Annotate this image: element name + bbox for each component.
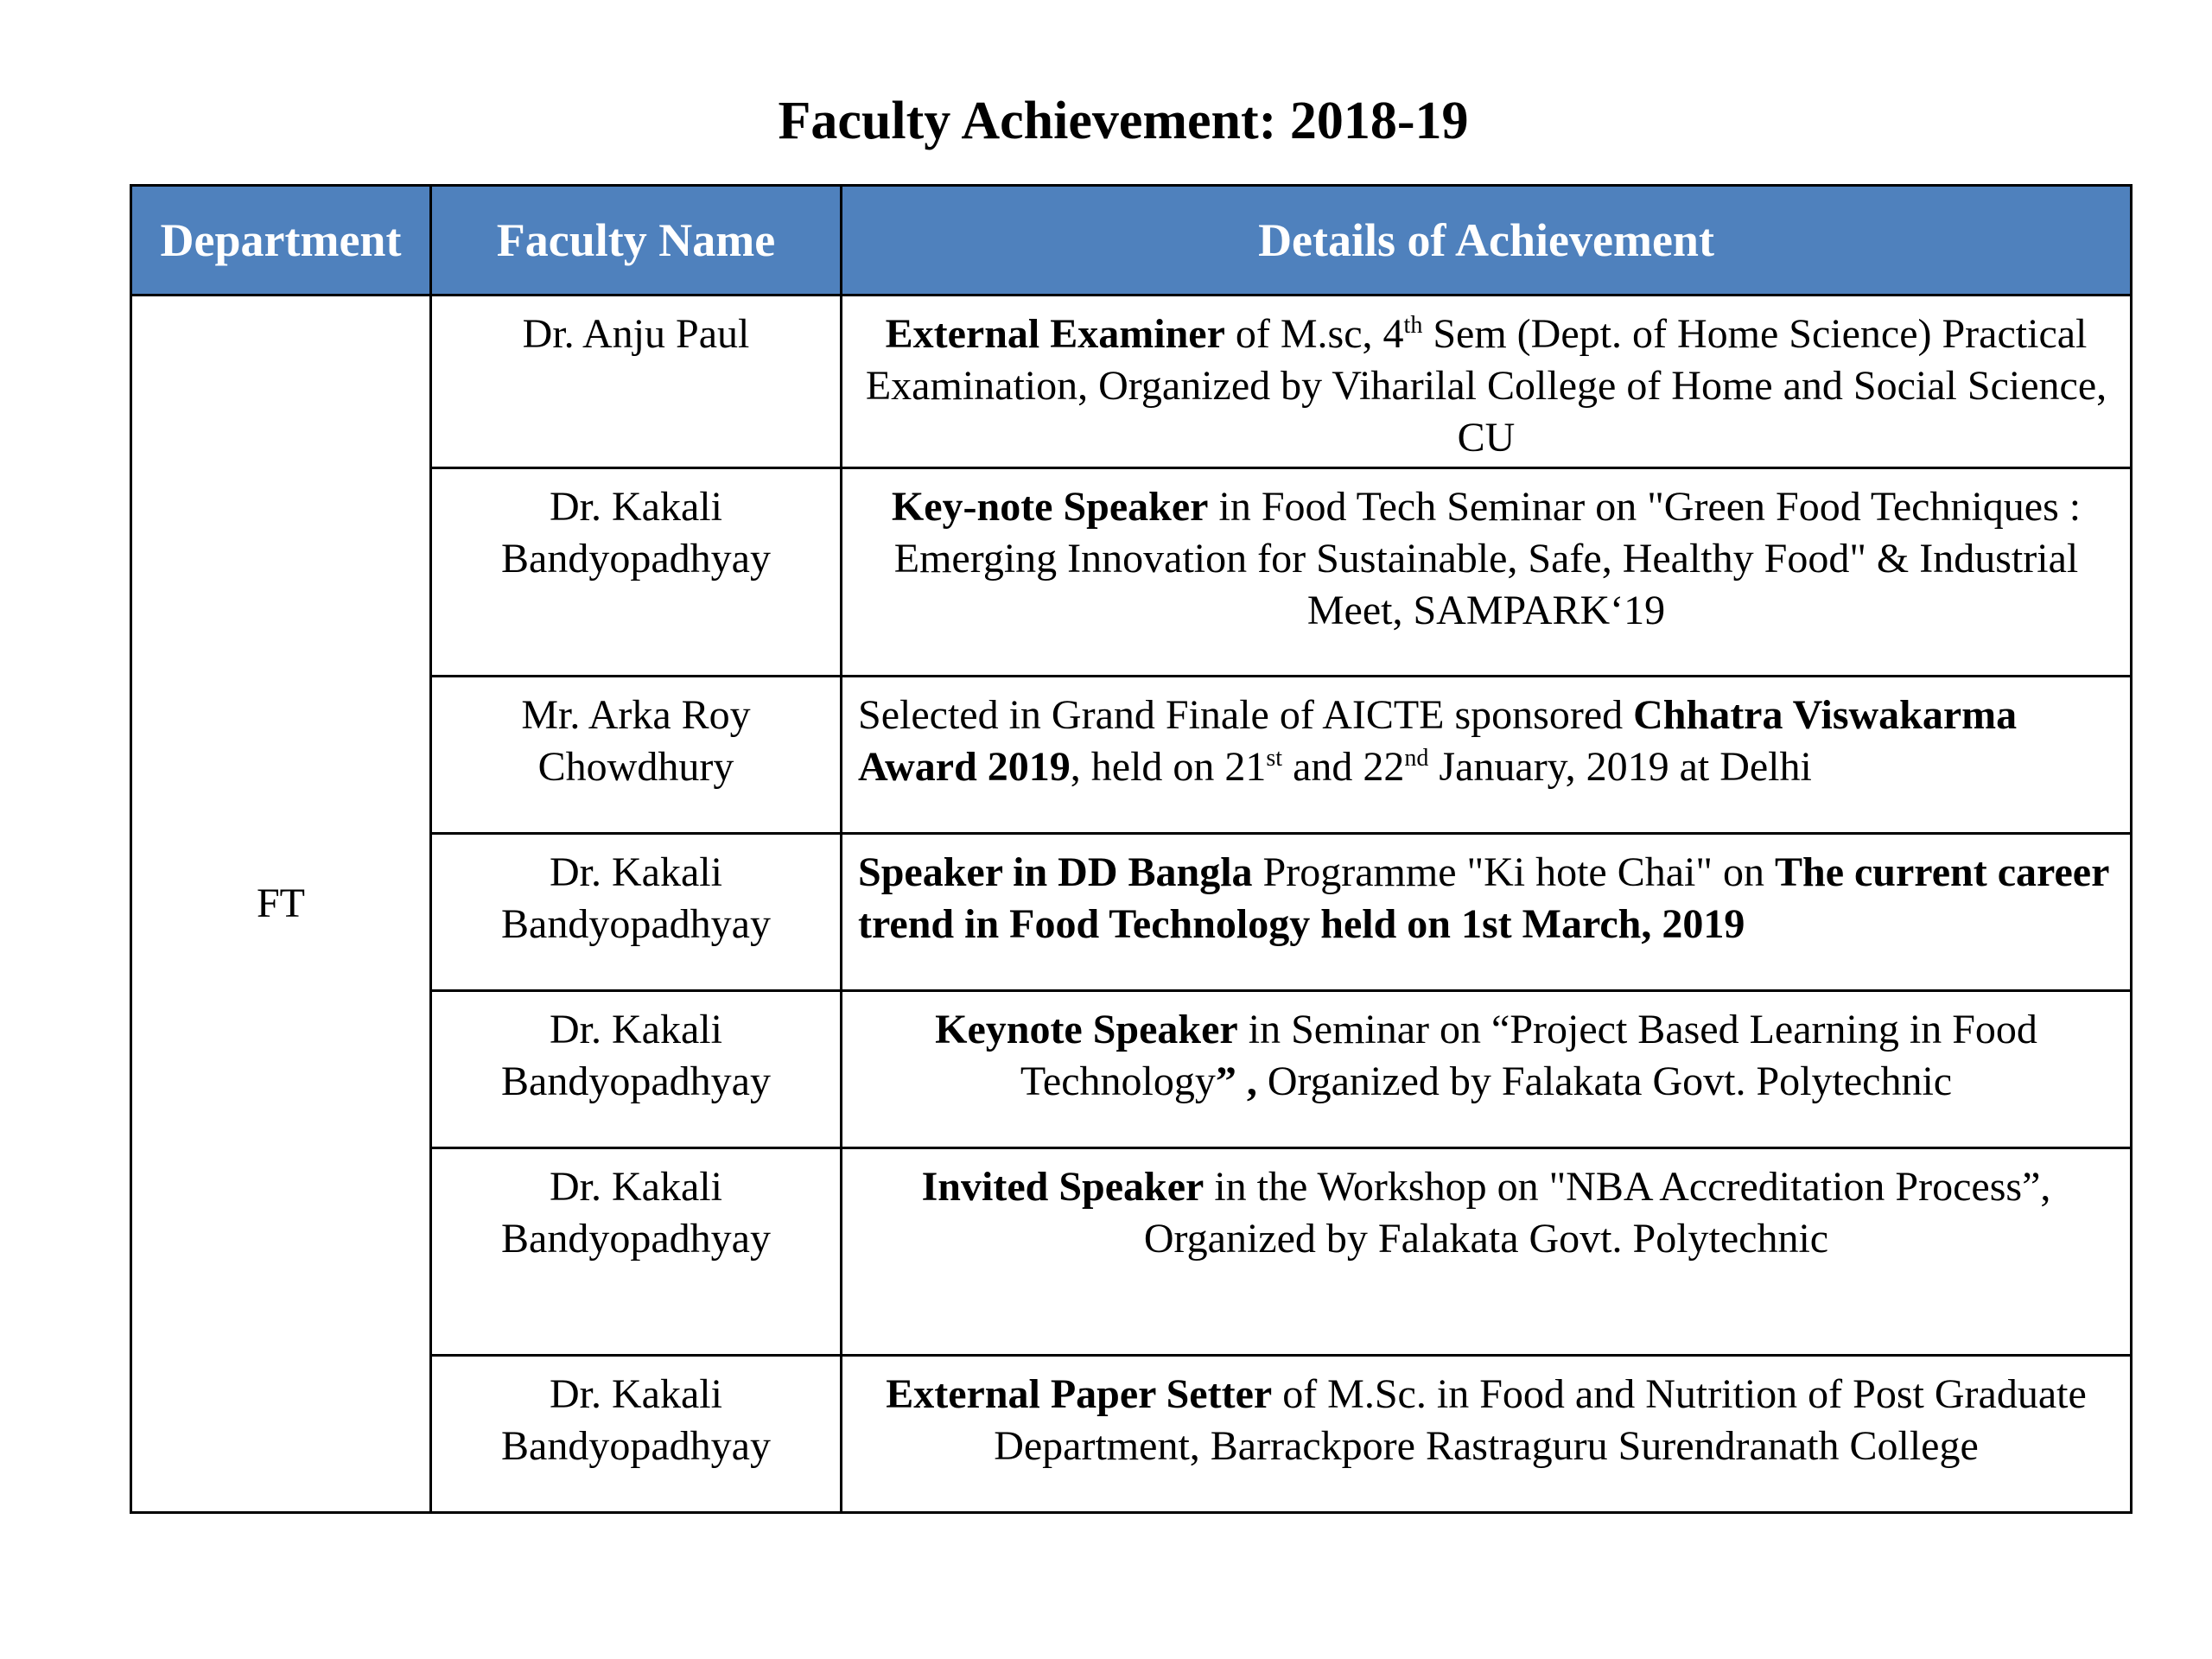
bold-text: Invited Speaker [921,1164,1205,1210]
achievement-details-cell [842,1148,2132,1356]
table-row [131,1148,2132,1356]
achievement-details-cell [842,991,2132,1148]
page-title: Faculty Achievement: 2018-19 [778,92,1469,150]
superscript-text: th [1403,312,1423,339]
faculty-name-cell: Dr. Anju Paul [431,296,842,468]
faculty-name-cell: Dr. Kakali Bandyopadhyay [431,834,842,991]
achievement-details-cell [842,677,2132,834]
table-row [131,468,2132,677]
faculty-name-cell: Mr. Arka Roy Chowdhury [431,677,842,834]
detail-text: Sem (Dept. of Home Science) Practical Examination, Organized by Viharilal College of Home and Social Science, CU [865,311,2107,461]
detail-text: Organized by Falakata Govt. Polytechnic [1256,1058,1953,1104]
table-header-row [131,186,2132,296]
detail-text: January, 2019 at Delhi [1428,744,1812,790]
superscript-text: st [1266,745,1283,772]
detail-text: of M.Sc. in Food and Nutrition of Post Graduate Department, Barrackpore Rastraguru Surendranath College [994,1371,2087,1469]
detail-text: Selected in Grand Finale of AICTE sponsored [858,692,1634,738]
detail-text: , held on 21 [1070,744,1267,790]
detail-text: Programme "Ki hote Chai" on [1252,849,1775,895]
bold-text: Keynote Speaker [935,1007,1238,1052]
achievement-details-cell [842,468,2132,677]
faculty-name-cell: Dr. Kakali Bandyopadhyay [431,468,842,677]
achievement-details-cell [842,834,2132,991]
achievement-table [130,184,2133,1514]
bold-text: External Examiner [885,311,1225,357]
table-row [131,834,2132,991]
faculty-name-cell: Dr. Kakali Bandyopadhyay [431,991,842,1148]
superscript-text: nd [1404,745,1429,772]
detail-text: in the Workshop on "NBA Accreditation Process”, Organized by Falakata Govt. Polytechnic [1143,1164,2051,1262]
header-faculty-name: Faculty Name [431,186,842,296]
detail-text: and 22 [1282,744,1405,790]
achievement-details-cell [842,296,2132,468]
faculty-name-cell: Dr. Kakali Bandyopadhyay [431,1148,842,1356]
table-row [131,677,2132,834]
detail-text: in Food Tech Seminar on "Green Food Techniques : Emerging Innovation for Sustainable, Safe, Healthy Food" & Industrial Meet, SAMPARK‘19 [893,484,2082,633]
bold-text: ” , [1215,1058,1257,1104]
table-row [131,1356,2132,1513]
table-row [131,296,2132,468]
bold-text: Chhatra Viswakarma Award 2019 [858,692,2018,790]
bold-text: Key-note Speaker [891,484,1209,530]
table-row [131,991,2132,1148]
detail-text: in Seminar on “Project Based Learning in Food Technology [1020,1007,2037,1104]
achievement-details-cell [842,1356,2132,1513]
bold-text: Speaker in DD Bangla [858,849,1253,895]
detail-text: of M.sc, 4 [1224,311,1404,357]
bold-text: The current career trend in Food Technology held on 1st March, 2019 [858,849,2109,947]
bold-text: External Paper Setter [886,1371,1273,1417]
faculty-name-cell: Dr. Kakali Bandyopadhyay [431,1356,842,1513]
header-department: Department [131,186,431,296]
header-details: Details of Achievement [842,186,2132,296]
department-cell: FT [131,296,431,1513]
